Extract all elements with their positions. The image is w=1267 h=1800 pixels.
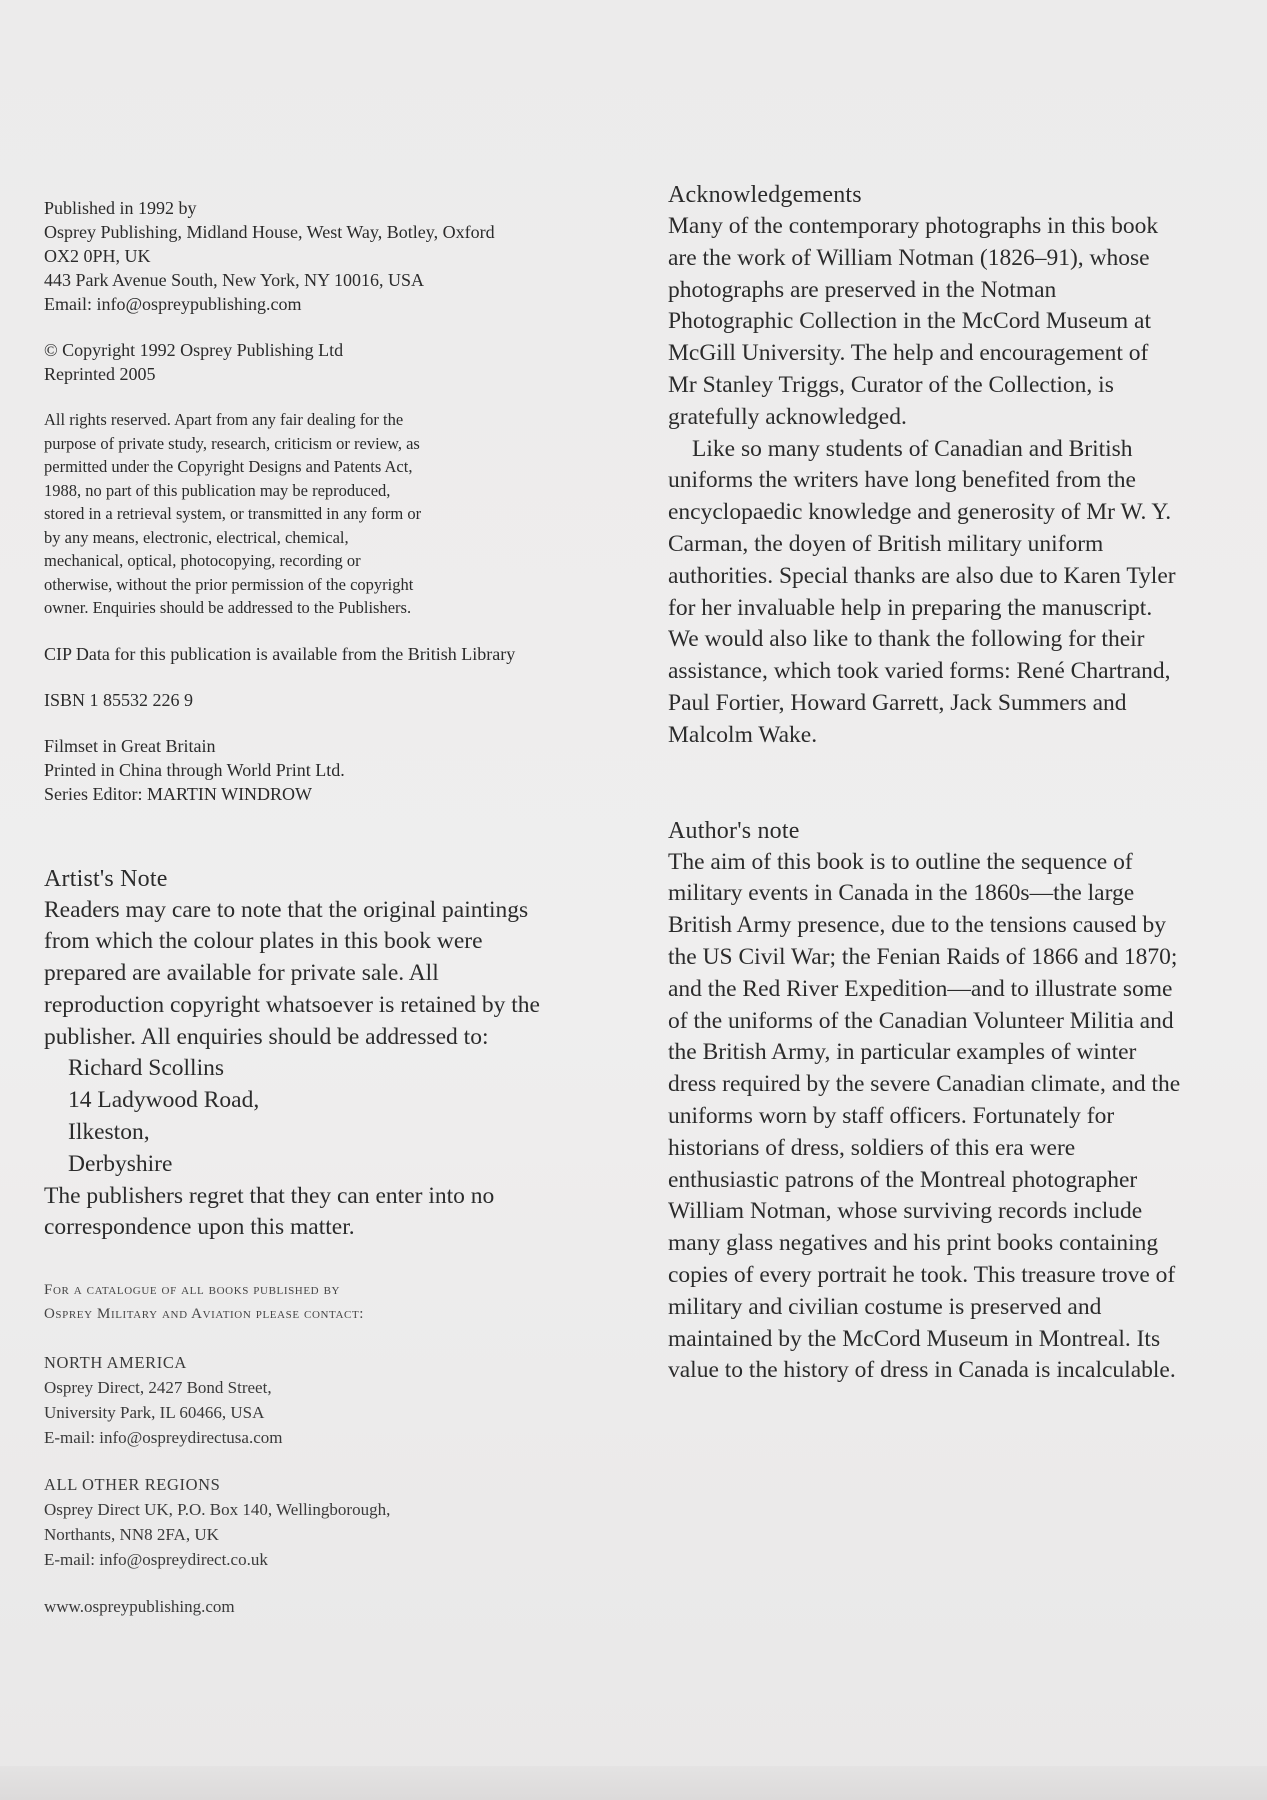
text-line: stored in a retrieval system, or transmitted in any form or: [44, 504, 422, 523]
text-line: Osprey Direct UK, P.O. Box 140, Wellingborough,: [44, 1500, 391, 1520]
text-line: CIP Data for this publication is available from the British Library: [44, 643, 516, 664]
rights-block: [44, 408, 604, 620]
text-line: gratefully acknowledged.: [668, 403, 907, 430]
text-line: correspondence upon this matter.: [44, 1214, 355, 1241]
text-line: publisher. All enquiries should be addressed to:: [44, 1023, 489, 1050]
address-line: Richard Scollins: [68, 1055, 224, 1082]
text-line: E-mail: info@ospreydirectusa.com: [44, 1428, 283, 1448]
text-line: The publishers regret that they can enter into no: [44, 1182, 495, 1209]
text-line: the US Civil War; the Fenian Raids of 1866 and 1870;: [668, 943, 1178, 970]
text-line: many glass negatives and his print books containing: [668, 1230, 1159, 1257]
text-line: reproduction copyright whatsoever is retained by the: [44, 991, 540, 1018]
text-line: For a catalogue of all books published by: [44, 1282, 341, 1299]
text-line: are the work of William Notman (1826–91), whose: [668, 244, 1150, 271]
text-line: E-mail: info@ospreydirect.co.uk: [44, 1550, 268, 1570]
region-title: ALL OTHER REGIONS: [44, 1475, 221, 1495]
text-line: Photographic Collection in the McCord Museum at: [668, 308, 1151, 335]
text-line: prepared are available for private sale. All: [44, 960, 439, 987]
text-line: We would also like to thank the following for their: [668, 626, 1145, 653]
text-line: the British Army, in particular examples of winter: [668, 1039, 1137, 1066]
other-regions-contact: [44, 1472, 604, 1572]
text-line: Many of the contemporary photographs in this book: [668, 213, 1159, 239]
text-line: Osprey Publishing, Midland House, West Way, Botley, Oxford: [44, 222, 495, 242]
artists-note-body: [44, 895, 604, 1245]
text-line: permitted under the Copyright Designs and Patents Act,: [44, 457, 413, 476]
artists-note-heading: Artist's Note: [44, 865, 168, 892]
north-america-contact: [44, 1350, 604, 1450]
text-line: from which the colour plates in this book were: [44, 928, 483, 955]
text-line: Malcolm Wake.: [668, 721, 818, 748]
text-line: by any means, electronic, electrical, chemical,: [44, 527, 349, 547]
text-line: assistance, which took varied forms: René Chartrand,: [668, 658, 1171, 685]
address-line: 14 Ladywood Road,: [68, 1087, 260, 1114]
text-line: The aim of this book is to outline the sequence of: [668, 848, 1133, 875]
acknowledgements-body: [668, 211, 1248, 752]
text-line: uniforms the writers have long benefited from the: [668, 467, 1136, 494]
text-line: Reprinted 2005: [44, 364, 156, 384]
authors-note-body: [668, 847, 1248, 1388]
text-line: Filmset in Great Britain: [44, 735, 216, 756]
address-line: Derbyshire: [68, 1150, 173, 1177]
text-line: military events in Canada in the 1860s—the large: [668, 880, 1135, 907]
isbn-line: [44, 688, 604, 712]
text-line: authorities. Special thanks are also due to Karen Tyler: [668, 562, 1176, 589]
text-line: Paul Fortier, Howard Garrett, Jack Summers and: [668, 689, 1127, 716]
text-line: Series Editor: MARTIN WINDROW: [44, 783, 313, 804]
catalogue-notice: [44, 1278, 604, 1326]
text-line: Osprey Military and Aviation please contact:: [44, 1306, 365, 1323]
text-line: 443 Park Avenue South, New York, NY 10016, USA: [44, 270, 425, 290]
text-line: value to the history of dress in Canada is incalculable.: [668, 1357, 1176, 1384]
text-line: for her invaluable help in preparing the manuscript.: [668, 594, 1153, 621]
text-line: All rights reserved. Apart from any fair dealing for the: [44, 410, 404, 429]
text-line: McGill University. The help and encouragement of: [668, 340, 1149, 367]
print-block: [44, 734, 604, 806]
text-line: British Army presence, due to the tensions caused by: [668, 912, 1166, 939]
text-line: 1988, no part of this publication may be reproduced,: [44, 480, 391, 500]
text-line: Like so many students of Canadian and British: [692, 435, 1133, 462]
text-line: historians of dress, soldiers of this era were: [668, 1134, 1076, 1161]
text-line: University Park, IL 60466, USA: [44, 1403, 265, 1423]
region-title: NORTH AMERICA: [44, 1353, 187, 1373]
text-line: uniforms worn by staff officers. Fortunately for: [668, 1102, 1115, 1129]
text-line: Osprey Direct, 2427 Bond Street,: [44, 1378, 272, 1398]
text-line: military and civilian costume is preserved and: [668, 1293, 1102, 1320]
text-line: dress required by the severe Canadian climate, and the: [668, 1071, 1181, 1098]
text-line: Printed in China through World Print Ltd.: [44, 759, 345, 780]
text-line: photographs are preserved in the Notman: [668, 276, 1057, 303]
text-line: Email: info@ospreypublishing.com: [44, 294, 302, 314]
text-line: copies of every portrait he took. This treasure trove of: [668, 1261, 1176, 1288]
text-line: © Copyright 1992 Osprey Publishing Ltd: [44, 340, 344, 360]
right-column: [668, 180, 1248, 1387]
copyright-block: [44, 338, 604, 386]
text-line: Carman, the doyen of British military uniform: [668, 530, 1104, 557]
text-line: and the Red River Expedition—and to illustrate some: [668, 975, 1173, 1002]
text-line: Published in 1992 by: [44, 198, 197, 218]
text-line: William Notman, whose surviving records include: [668, 1198, 1143, 1225]
text-line: maintained by the McCord Museum in Montreal. Its: [668, 1325, 1161, 1352]
text-line: purpose of private study, research, criticism or review, as: [44, 433, 420, 453]
website: [44, 1594, 604, 1619]
acknowledgements-heading: Acknowledgements: [668, 182, 862, 208]
cip-line: [44, 642, 604, 666]
address-line: Ilkeston,: [68, 1119, 150, 1146]
text-line: owner. Enquiries should be addressed to the Publishers.: [44, 598, 412, 617]
page-bottom-edge: [0, 1766, 1267, 1800]
left-column: [44, 196, 604, 1641]
text-line: Mr Stanley Triggs, Curator of the Collection, is: [668, 371, 1114, 398]
text-line: mechanical, optical, photocopying, recording or: [44, 551, 361, 570]
text-line: of the uniforms of the Canadian Volunteer Militia and: [668, 1007, 1174, 1034]
publisher-block: [44, 196, 604, 316]
authors-note-heading: Author's note: [668, 817, 800, 844]
text-line: otherwise, without the prior permission of the copyright: [44, 574, 414, 594]
text-line: Northants, NN8 2FA, UK: [44, 1525, 219, 1545]
text-line: encyclopaedic knowledge and generosity of Mr W. Y.: [668, 499, 1172, 526]
text-line: OX2 0PH, UK: [44, 246, 151, 266]
website-url: www.ospreypublishing.com: [44, 1597, 235, 1617]
text-line: ISBN 1 85532 226 9: [44, 689, 194, 710]
text-line: Readers may care to note that the original paintings: [44, 896, 529, 923]
text-line: enthusiastic patrons of the Montreal photographer: [668, 1166, 1138, 1193]
